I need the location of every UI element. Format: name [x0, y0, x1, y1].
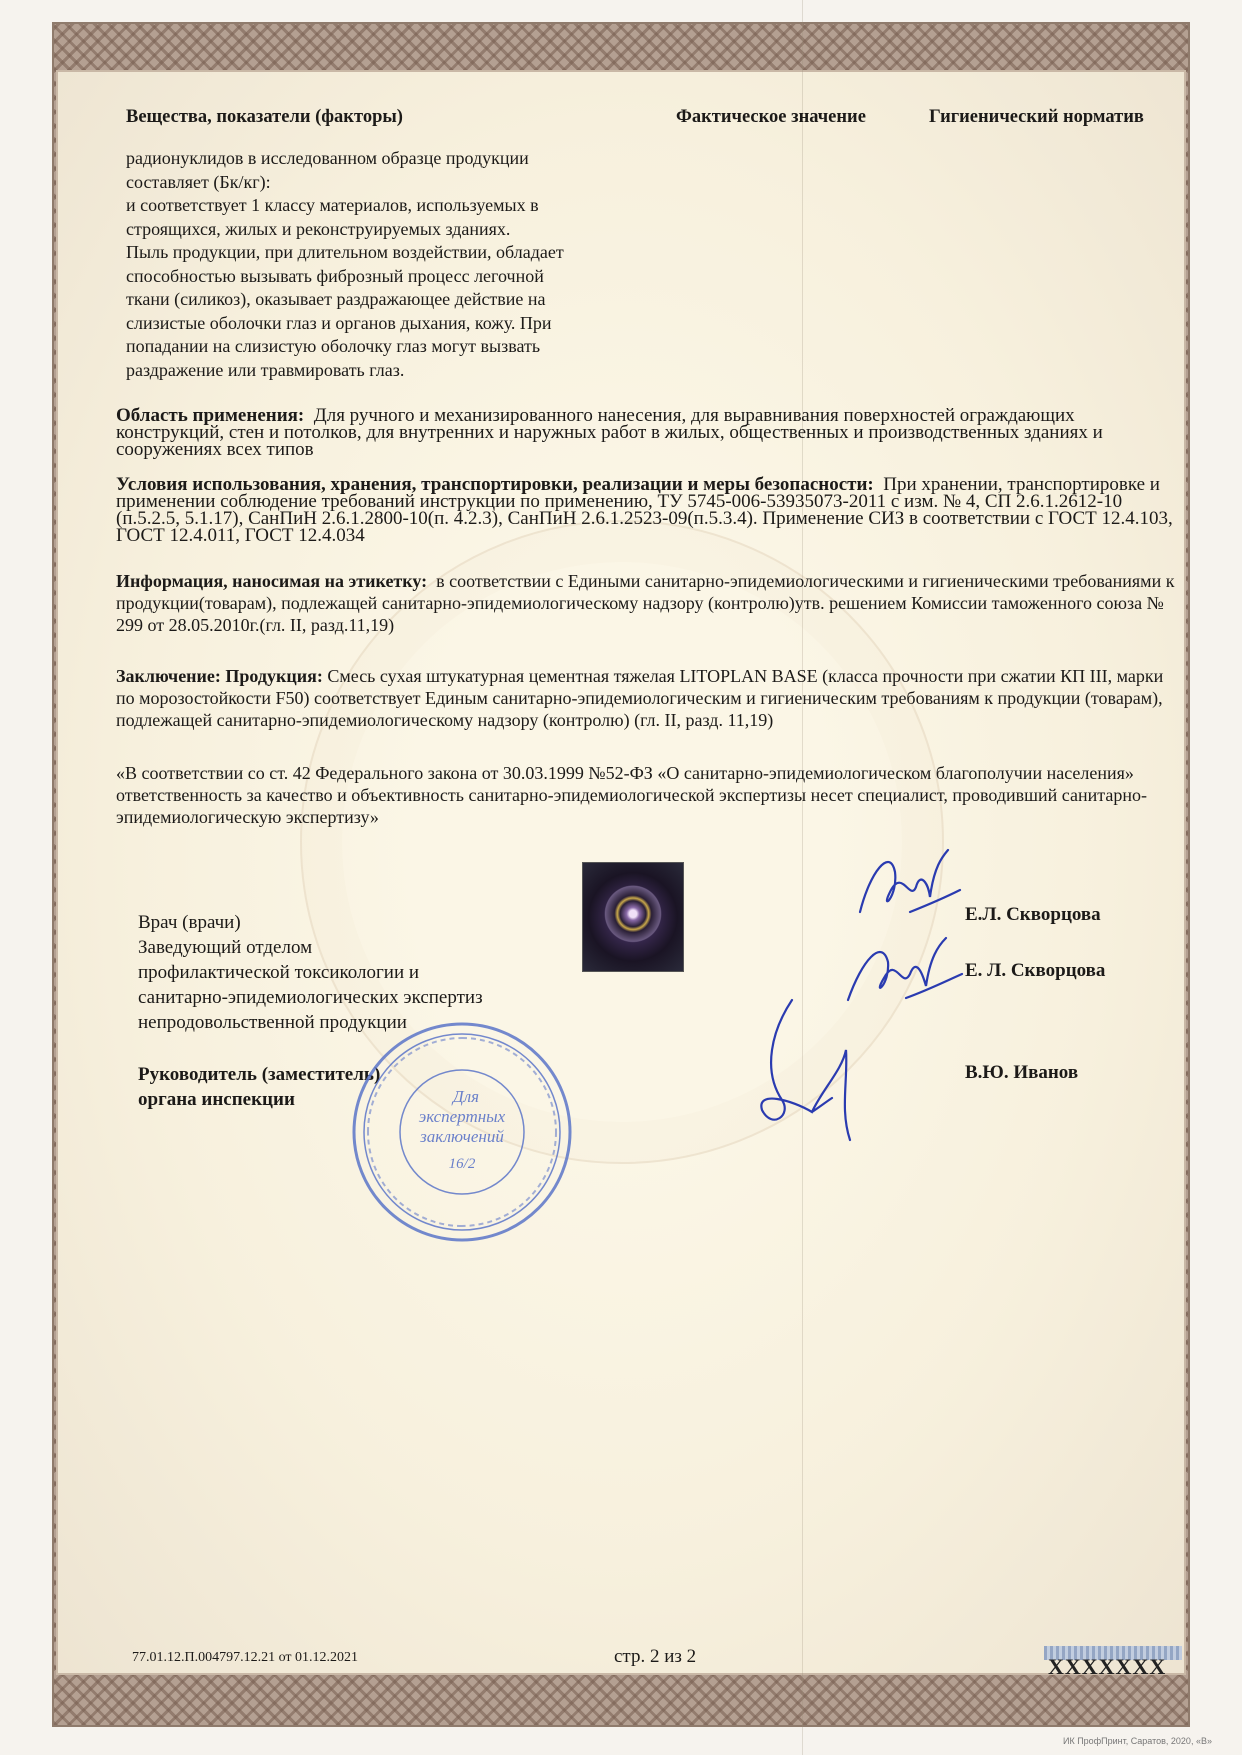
head-title-line: органа инспекции	[138, 1089, 295, 1110]
doctor-title-line: санитарно-эпидемиологических экспертиз	[138, 987, 483, 1008]
label-information-text: в соответствии с Едиными санитарно-эпидемиологическими и гигиеническими требованиями к продукции(товарам), подлежащей санитарно-эпидемиологическому надзору (контролю)утв. решением Комиссии таможенного союза № 299 от 28.05.2010г.(гл. II, разд.11,19)	[116, 571, 1175, 635]
usage-conditions-label: Условия использования, хранения, транспортировки, реализации и меры безопасности:	[116, 474, 874, 495]
factor-line: раздражение или травмировать глаз.	[126, 359, 405, 380]
factor-line: строящихся, жилых и реконструируемых зданиях.	[126, 218, 511, 239]
doctor-title-line: Заведующий отделом	[138, 937, 313, 958]
emblem-icon	[603, 885, 663, 949]
application-area-text: Для ручного и механизированного нанесения, для выравнивания поверхностей ограждающих конструкций, стен и потолков, для внутренних и наружных работ в жилых, общественных и производственных зданиях и сооружениях всех типов	[116, 405, 1103, 460]
conclusion-label: Заключение: Продукция:	[116, 666, 323, 686]
signatory-name-1: Е.Л. Скворцова	[965, 904, 1101, 925]
factor-line: и соответствует 1 классу материалов, используемых в	[126, 195, 539, 215]
factor-line: слизистые оболочки глаз и органов дыхания, кожу. При	[126, 312, 552, 333]
header-factors: Вещества, показатели (факторы)	[126, 107, 403, 127]
label-information	[116, 570, 1186, 636]
stamp-line: заключений	[420, 1127, 504, 1146]
page-number: стр. 2 из 2	[614, 1646, 697, 1667]
signature-1	[850, 842, 970, 927]
hologram-seal	[582, 862, 684, 972]
head-title-line: Руководитель (заместитель)	[138, 1064, 381, 1085]
document-number: 77.01.12.П.004797.12.21 от 01.12.2021	[132, 1650, 359, 1665]
doctor-title-block	[138, 910, 483, 1035]
conclusion	[116, 665, 1186, 731]
doctor-title-line: непродовольственной продукции	[138, 1012, 407, 1033]
factor-line: попадании на слизистую оболочку глаз могут вызвать	[126, 336, 541, 356]
round-stamp	[348, 1018, 576, 1246]
printer-credit: ИК ПрофПринт, Саратов, 2020, «В»	[1063, 1736, 1212, 1746]
signatory-name-3: В.Ю. Иванов	[965, 1062, 1079, 1083]
usage-conditions	[116, 476, 1186, 544]
blank-serial: XXXXXXX	[1048, 1654, 1167, 1679]
factor-line: способностью вызывать фиброзный процесс легочной	[126, 265, 544, 286]
conclusion-text: Смесь сухая штукатурная цементная тяжелая LITOPLAN BASE (класса прочности при сжатии КП III, марки по морозостойкости F50) соответствует Единым санитарно-эпидемиологическим и гигиеническим требованиям к продукции (товарам), подлежащей санитарно-эпидемиологическому надзору (контролю) (гл. II, разд. 11,19)	[116, 666, 1164, 730]
header-actual-value: Фактическое значение	[676, 107, 866, 127]
application-area	[116, 407, 1186, 458]
doctor-title-line: Врач (врачи)	[138, 912, 241, 933]
header-hygienic-norm: Гигиенический норматив	[929, 107, 1144, 127]
signatory-name-2: Е. Л. Скворцова	[965, 960, 1106, 981]
doctor-title-line: профилактической токсикологии и	[138, 962, 420, 983]
stamp-line: экспертных	[418, 1107, 506, 1126]
application-area-label: Область применения:	[116, 405, 305, 426]
law-statement: «В соответствии со ст. 42 Федерального закона от 30.03.1999 №52-ФЗ «О санитарно-эпидемиологическом благополучии населения» ответственность за качество и объективность санитарно-эпидемиологической экспертизы несет специалист, проводивший санитарно-эпидемиологическую экспертизу»	[116, 763, 1147, 827]
factor-line: составляет (Бк/кг):	[126, 171, 271, 192]
factor-line: радионуклидов в исследованном образце продукции	[126, 148, 529, 168]
usage-conditions-text: При хранении, транспортировке и применении соблюдение требований инструкции по применению, ТУ 5745-006-53935073-2011 с изм. № 4, СП 2.6.1.2612-10 (п.5.2.5, 5.1.17), СанПиН 2.6.1.2800-10(п. 4.2.3), СанПиН 2.6.1.2523-09(п.5.3.4). Применение СИЗ в соответствии с ГОСТ 12.4.103, ГОСТ 12.4.011, ГОСТ 12.4.034	[116, 474, 1173, 546]
signature-3	[752, 990, 872, 1150]
stamp-line: 16/2	[448, 1156, 476, 1172]
factor-description	[126, 147, 646, 382]
stamp-line: Для	[452, 1087, 480, 1106]
factor-line: Пыль продукции, при длительном воздействии, обладает	[126, 242, 564, 262]
head-title-block	[138, 1062, 380, 1112]
factor-line: ткани (силикоз), оказывает раздражающее действие на	[126, 289, 546, 309]
label-information-label: Информация, наносимая на этикетку:	[116, 571, 428, 591]
